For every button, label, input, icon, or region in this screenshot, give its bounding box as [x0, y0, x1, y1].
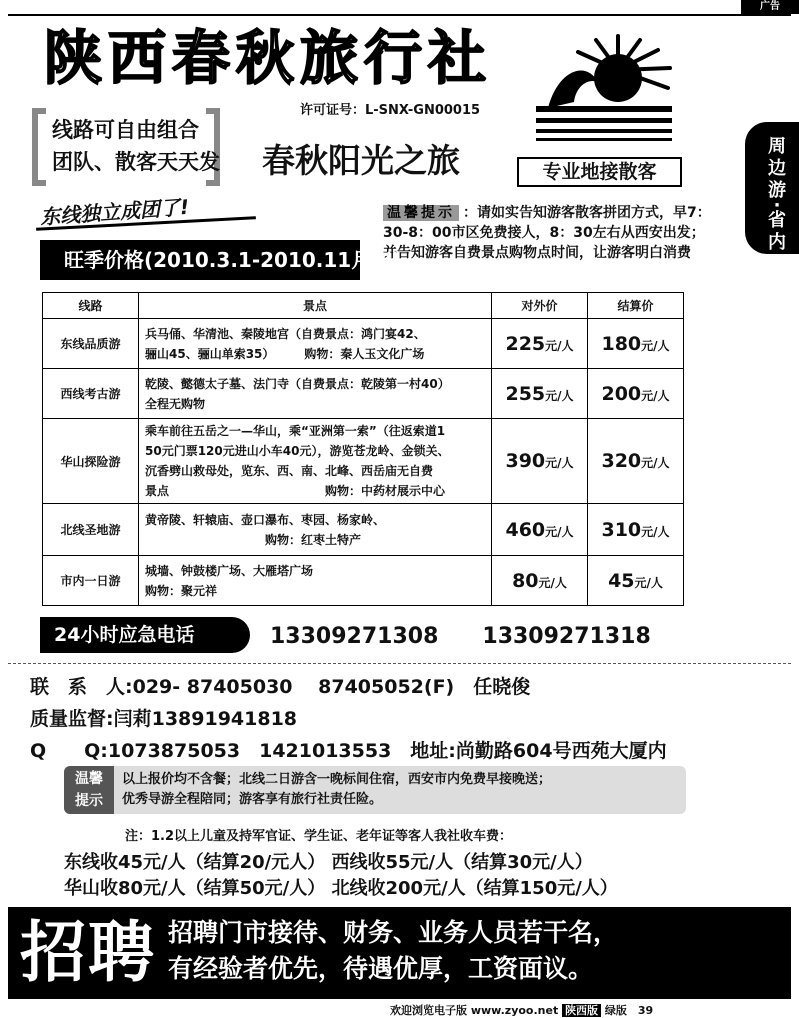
qq-address: Q Q:1073875053 1421013553 地址:尚勤路604号西苑大厦内 [30, 740, 667, 762]
ext-price: 460元/人 [492, 504, 588, 556]
col-spots: 景点 [139, 293, 492, 319]
ad-tag: 广告 [741, 0, 799, 14]
table-row [43, 504, 684, 556]
settle-price: 180元/人 [588, 319, 684, 369]
price-table [42, 292, 684, 606]
route-combo-box [32, 108, 220, 186]
settle-price: 45元/人 [588, 556, 684, 606]
ext-price: 225元/人 [492, 319, 588, 369]
table-row [43, 556, 684, 606]
side-tab-char: 内 [768, 232, 786, 253]
page-footer [390, 1002, 653, 1018]
slogan: 春秋阳光之旅 [262, 141, 460, 180]
spot-line: 乾陵、懿德太子墓、法门寺（自费景点：乾陵第一村40） [145, 376, 450, 391]
table-header-row [43, 293, 684, 319]
spot-line: 兵马俑、华清池、秦陵地宫（自费景点：鸿门宴42、 [145, 326, 426, 341]
season-price-header: 旺季价格(2010.3.1-2010.11月底) [40, 240, 360, 280]
route-name: 西线考古游 [43, 369, 139, 419]
sun-wave-logo-icon [528, 30, 678, 150]
side-tab-char: 周 [768, 136, 786, 157]
spot-line: 购物：红枣土特产 [145, 532, 362, 547]
settle-price: 200元/人 [588, 369, 684, 419]
emergency-hotline-label: 24小时应急电话 [40, 617, 250, 653]
quality-supervisor: 质量监督:闫莉13891941818 [30, 708, 298, 730]
ext-price: 255元/人 [492, 369, 588, 419]
company-title: 陕西春秋旅行社 [44, 24, 493, 92]
spot-line: 骊山45、骊山单索35） 购物：秦人玉文化广场 [145, 346, 425, 361]
col-settle-price: 结算价 [588, 293, 684, 319]
side-tab-char: 省 [768, 210, 786, 231]
side-tab [745, 122, 799, 254]
col-ext-price: 对外价 [492, 293, 588, 319]
warm-note-text: 以上报价均不含餐；北线二日游含一晚标间住宿，西安市内免费早接晚送； 优秀导游全程陪同；游客享有旅行社责任险。 [122, 772, 552, 807]
warm-note-label: 温馨 提示 [64, 766, 114, 814]
fee-line: 华山收80元/人（结算50元/人） 北线收200元/人（结算150元/人） [64, 878, 618, 899]
contact-person: 联 系 人:029- 87405030 87405052(F) 任晓俊 [30, 676, 531, 698]
combo-line: 线路可自由组合 [52, 118, 199, 142]
route-name: 华山探险游 [43, 419, 139, 504]
recruit-text: 招聘门市接待、财务、业务人员若干名， 有经验者优先，待遇优厚，工资面议。 [168, 918, 619, 983]
spot-line: 景点 购物：中药材展示中心 [145, 484, 446, 498]
page-number: 39 [637, 1004, 654, 1017]
spot-line: 黄帝陵、轩辕庙、壶口瀑布、枣园、杨家岭、 [145, 512, 386, 527]
east-line-banner: 东线独立成团了! [39, 194, 190, 230]
child-fee-note: 注：1.2以上儿童及持军官证、学生证、老年证等客人我社收车费： [125, 829, 513, 844]
warm-tip-text: ：请如实告知游客散客拼团方式，早7：30-8：00市区免费接人，8：30左右从西安出发；并告知游客自费景点购物点时间，让游客明白消费 [383, 205, 711, 261]
route-name: 东线品质游 [43, 319, 139, 369]
professional-badge: 专业地接散客 [517, 157, 682, 187]
spot-line: 乘车前往五岳之一—华山，乘“亚洲第一索”（往返索道1 [145, 424, 446, 438]
spot-line: 城墙、钟鼓楼广场、大雁塔广场 [145, 563, 314, 578]
spot-line: 沉香劈山救母处，览东、西、南、北峰、西岳庙无自费 [145, 464, 434, 478]
combo-line: 团队、散客天天发 [52, 150, 220, 174]
footer-site: 欢迎浏览电子版 www.zyoo.net [390, 1004, 559, 1017]
top-rule [8, 14, 791, 16]
ext-price: 390元/人 [492, 419, 588, 504]
route-name: 市内一日游 [43, 556, 139, 606]
settle-price: 320元/人 [588, 419, 684, 504]
col-route: 线路 [43, 293, 139, 319]
footer-green: 绿版 [604, 1004, 627, 1017]
route-spots [139, 369, 492, 419]
route-spots [139, 319, 492, 369]
side-tab-char: · [773, 195, 781, 216]
route-spots [139, 419, 492, 504]
route-name: 北线圣地游 [43, 504, 139, 556]
footer-edition: 陕西版 [562, 1004, 601, 1017]
table-row [43, 419, 684, 504]
table-row [43, 319, 684, 369]
ext-price: 80元/人 [492, 556, 588, 606]
hotline-numbers: 13309271308 13309271318 [270, 624, 651, 649]
warm-tip-label: 温馨提示 [383, 205, 459, 221]
license-number: 许可证号：L-SNX-GN00015 [300, 103, 481, 118]
route-spots [139, 504, 492, 556]
dashed-divider [8, 663, 791, 664]
warm-note-box [64, 766, 686, 814]
route-spots [139, 556, 492, 606]
fee-line: 东线收45元/人（结算20/元人） 西线收55元/人（结算30元/人） [64, 852, 593, 873]
side-tab-char: 游 [768, 180, 786, 201]
spot-line: 购物：聚元祥 [145, 583, 218, 598]
warm-tip [383, 203, 713, 263]
table-row [43, 369, 684, 419]
settle-price: 310元/人 [588, 504, 684, 556]
spot-line: 50元门票120元进山小车40元），游览苍龙岭、金锁关、 [145, 444, 450, 458]
side-tab-char: 边 [768, 158, 786, 179]
spot-line: 全程无购物 [145, 396, 206, 411]
recruit-title: 招聘 [20, 914, 156, 991]
recruit-banner [8, 907, 791, 999]
